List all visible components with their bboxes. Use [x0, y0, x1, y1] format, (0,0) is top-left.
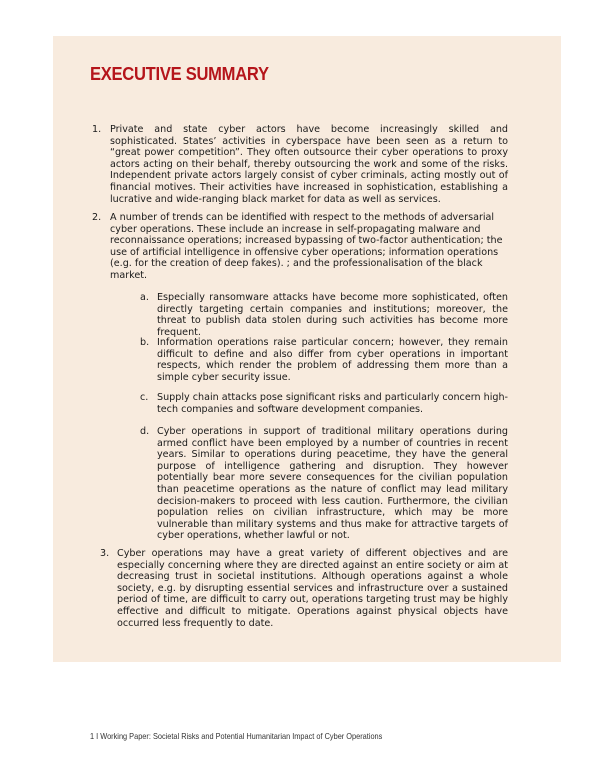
list-item-text: Cyber operations may have a great variety of different objectives and are especially concerning where they are directed against an entire society or aim at decreasing trust in societal institutions. Although operations against a whole society, e.g. by disrupting essential services and infrastructure over a sustained period of time, are difficult to carry out, operations targeting trust may be highly effective and difficult to mitigate. Operations against physical objects have occurred less frequently to date.: [117, 548, 508, 629]
sublist-item-text: Supply chain attacks pose significant risks and particularly concern high-tech companies and software development companies.: [157, 392, 509, 415]
sublist-item-text: Especially ransomware attacks have become more sophisticated, often directly targeting certain companies and institutions; moreover, the threat to publish data stolen during such activities has become more frequent.: [157, 292, 508, 338]
sublist-item-letter: c.: [140, 392, 149, 403]
page-title: EXECUTIVE SUMMARY: [90, 64, 269, 84]
sublist-item-letter: a.: [140, 292, 149, 303]
list-item-text: Private and state cyber actors have become increasingly skilled and sophisticated. States’ activities in cyberspace have been seen as a return to “great power competition”. They often outsource their cyber operations to proxy actors acting on their behalf, thereby outsourcing the work and some of the risks. Independent private actors largely consist of cyber criminals, acting mostly out of financial motives. Their activities have increased in sophistication, establishing a lucrative and wide-ranging black market for data as well as services.: [110, 124, 508, 205]
list-item-number: 1.: [92, 124, 102, 135]
sublist-item-letter: b.: [140, 337, 150, 348]
list-item-number: 3.: [100, 548, 110, 559]
list-item-number: 2.: [92, 212, 102, 223]
sublist-item-text: Cyber operations in support of traditional military operations during armed conflict have been employed by a number of countries in recent years. Similar to operations during peacetime, they have the general purpose of intelligence gathering and disruption. They however potentially bear more severe consequences for the civilian population than peacetime operations as the nature of conflict may lead military decision-makers to proceed with less caution. Furthermore, the civilian population relies on civilian infrastructure, which may be more vulnerable than military systems and thus make for attractive targets of cyber operations, whether lawful or not.: [157, 426, 508, 542]
list-item-text: A number of trends can be identified with respect to the methods of adversarial cyber operations. These include an increase in self-propagating malware and reconnaissance operations; increased bypassing of two-factor authentication; the use of artificial intelligence in offensive cyber operations; information operations (e.g. for the creation of deep fakes). ; and the professionalisation of the black market.: [110, 212, 503, 281]
page-footer: 1 I Working Paper: Societal Risks and Potential Humanitarian Impact of Cyber Operations: [90, 731, 383, 741]
sublist-item-letter: d.: [140, 426, 150, 437]
sublist-item-text: Information operations raise particular concern; however, they remain difficult to define and also differ from cyber operations in important respects, which render the problem of addressing them more than a simple cyber security issue.: [157, 337, 508, 383]
